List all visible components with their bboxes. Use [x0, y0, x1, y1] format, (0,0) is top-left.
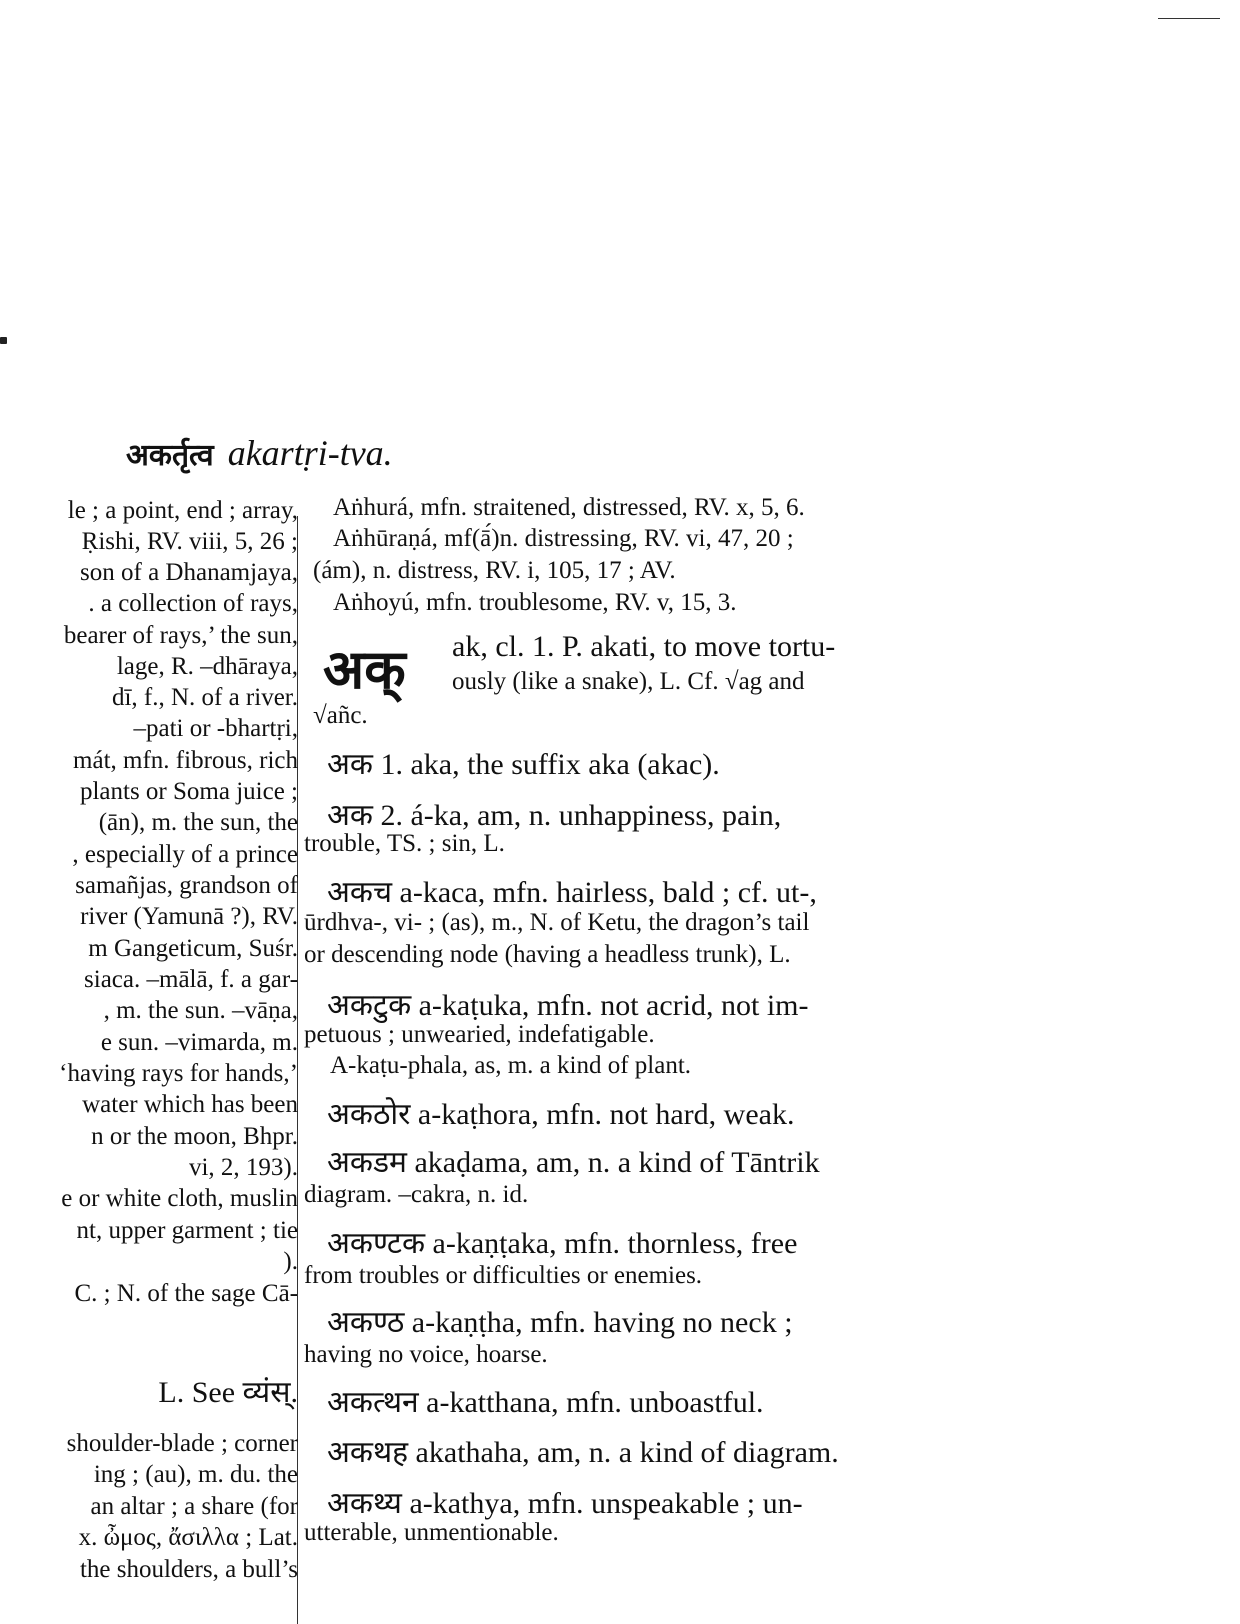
entry-line: petuous ; unwearied, indefatigable. [304, 1021, 655, 1048]
left-line: le ; a point, end ; array, [67, 497, 298, 524]
left-line: plants or Soma juice ; [79, 778, 298, 805]
left-line: –pati or -bhartṛi, [133, 715, 298, 742]
entry-line: अक 1. aka, the suffix aka (akac). [327, 748, 720, 781]
page-header [126, 432, 393, 474]
entry-line: अकण्ठ a-kaṇṭha, mfn. having no neck ; [327, 1306, 793, 1339]
header-roman: akartṛi-tva. [227, 433, 393, 473]
left-line: , especially of a prince [72, 841, 298, 868]
entry-line: अकच a-kaca, mfn. hairless, bald ; cf. ut-, [327, 876, 817, 909]
entry-line: अकथह akathaha, am, n. a kind of diagram. [327, 1436, 839, 1469]
left-line: ‘having rays for hands,’ [59, 1060, 298, 1087]
entry-line: अकण्टक a-kaṇṭaka, mfn. thornless, free [327, 1227, 798, 1260]
entry-line: ously (like a snake), L. Cf. √ag and [452, 668, 805, 695]
left-line: vi, 2, 193). [188, 1154, 298, 1181]
entry-line: अकटुक a-kaṭuka, mfn. not acrid, not im- [327, 989, 809, 1022]
margin-dot [0, 337, 7, 344]
left-line: L. See व्यंस्. [158, 1376, 298, 1409]
left-line: lage, R. –dhāraya, [116, 653, 298, 680]
left-line: m Gangeticum, Suśr. [88, 935, 298, 962]
entry-line: Aṅhūraṇá, mf(ā́)n. distressing, RV. vi, 47, 20 ; [333, 525, 794, 552]
entry-line: or descending node (having a headless trunk), L. [304, 941, 791, 968]
left-line: river (Yamunā ?), RV. [80, 903, 298, 930]
entry-line: diagram. –cakra, n. id. [304, 1181, 529, 1208]
entry-line: अक 2. á-ka, am, n. unhappiness, pain, [327, 799, 782, 832]
entry-line: Aṅhurá, mfn. straitened, distressed, RV. x, 5, 6. [333, 494, 805, 521]
entry-line: having no voice, hoarse. [304, 1341, 548, 1368]
left-line: bearer of rays,’ the sun, [63, 622, 298, 649]
entry-line: √añc. [313, 702, 368, 729]
entry-line: utterable, unmentionable. [304, 1519, 559, 1546]
left-line: ). [283, 1248, 298, 1275]
left-line: shoulder-blade ; corner [66, 1430, 298, 1457]
entry-line: (ám), n. distress, RV. i, 105, 17 ; AV. [313, 557, 676, 584]
left-line: mát, mfn. fibrous, rich [73, 747, 298, 774]
header-devanagari: अकर्तृत्व [126, 438, 214, 473]
left-line: an altar ; a share (for [90, 1493, 298, 1520]
left-line: water which has been [82, 1091, 298, 1118]
left-line: e or white cloth, muslin [61, 1185, 298, 1212]
entry-line: ūrdhva-, vi- ; (as), m., N. of Ketu, the dragon’s tail [304, 909, 810, 936]
entry-line: trouble, TS. ; sin, L. [304, 830, 505, 857]
root-ak-glyph: अक् [323, 638, 406, 701]
left-line: Ṛishi, RV. viii, 5, 26 ; [81, 528, 298, 555]
left-line: (ān), m. the sun, the [98, 809, 298, 836]
left-line: siaca. –mālā, f. a gar- [84, 966, 298, 993]
entry-line: अकथ्य a-kathya, mfn. unspeakable ; un- [327, 1487, 803, 1520]
left-line: x. ὦμος, ἄσιλλα ; Lat. [78, 1524, 298, 1551]
left-line: C. ; N. of the sage Cā- [74, 1280, 298, 1307]
left-line: son of a Dhanamjaya, [80, 559, 298, 586]
left-line: nt, upper garment ; tie [76, 1217, 298, 1244]
entry-line: अकठोर a-kaṭhora, mfn. not hard, weak. [327, 1098, 795, 1131]
left-line: dī, f., N. of a river. [111, 684, 298, 711]
left-line: the shoulders, a bull’s [79, 1556, 298, 1583]
entry-line: from troubles or difficulties or enemies. [304, 1262, 703, 1289]
left-line: , m. the sun. –vāṇa, [103, 997, 298, 1024]
entry-line: अकडम akaḍama, am, n. a kind of Tāntrik [327, 1146, 820, 1179]
entry-line: Aṅhoyú, mfn. troublesome, RV. v, 15, 3. [333, 589, 737, 616]
left-line: samañjas, grandson of [75, 872, 298, 899]
entry-line: अकत्थन a-katthana, mfn. unboastful. [327, 1386, 764, 1419]
entry-line: A-kaṭu-phala, as, m. a kind of plant. [330, 1052, 692, 1079]
entry-line: ak, cl. 1. P. akati, to move tortu- [452, 630, 836, 663]
margin-rule [1158, 18, 1220, 19]
left-line: e sun. –vimarda, m. [100, 1029, 298, 1056]
left-line: ing ; (au), m. du. the [93, 1461, 298, 1488]
left-line: n or the moon, Bhpr. [91, 1123, 298, 1150]
left-line: . a collection of rays, [88, 590, 298, 617]
